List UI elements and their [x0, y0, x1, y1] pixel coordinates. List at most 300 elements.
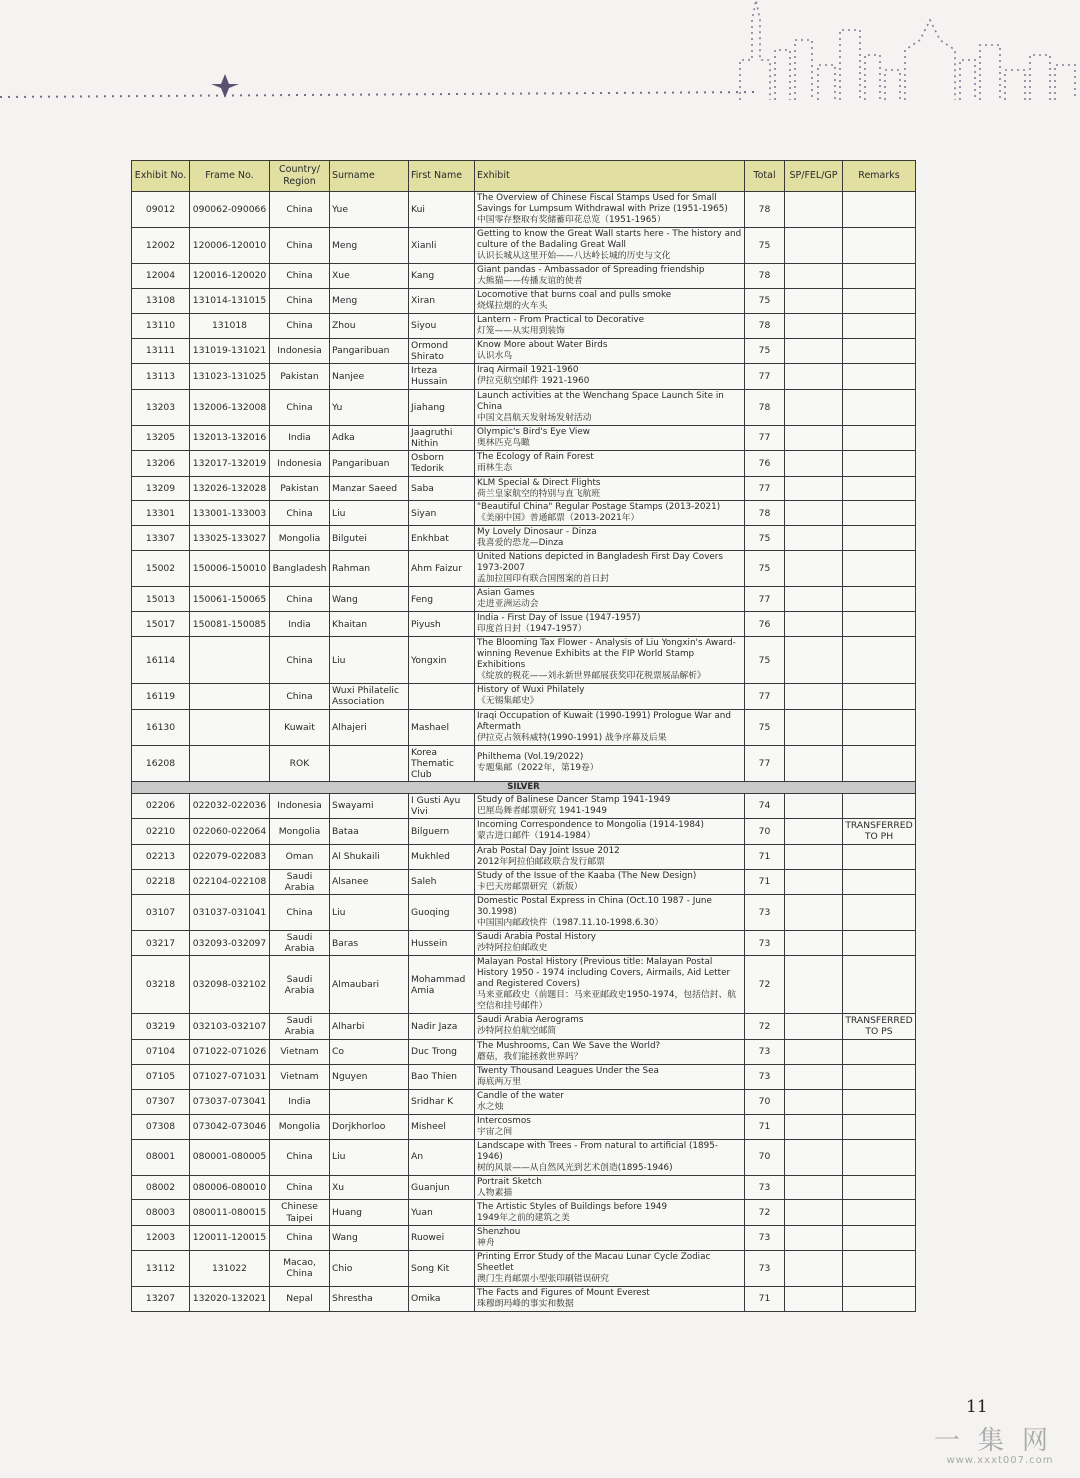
exhibit-title-en: Portrait Sketch [477, 1176, 542, 1187]
exhibit-cell [475, 227, 745, 263]
frame-number-cell: 132026-132028 [190, 476, 270, 501]
table-row [132, 1286, 916, 1311]
frame-number-cell: 120011-120015 [190, 1225, 270, 1250]
first-name-cell: An [409, 1139, 475, 1175]
exhibit-cell [475, 684, 745, 709]
exhibit-number-cell: 15017 [132, 612, 190, 637]
first-name-cell: Guanjun [409, 1175, 475, 1200]
exhibit-cell [475, 587, 745, 612]
table-row [132, 313, 916, 338]
total-score-cell: 73 [745, 1064, 785, 1089]
exhibit-cell [475, 1175, 745, 1200]
sp-fel-gp-cell [785, 1114, 843, 1139]
frame-number-cell: 080001-080005 [190, 1139, 270, 1175]
table-row [132, 1114, 916, 1139]
sp-fel-gp-cell [785, 1225, 843, 1250]
exhibit-title-en: Study of Balinese Dancer Stamp 1941-1949 [477, 794, 671, 805]
watermark-text: 一集网 [933, 1426, 1066, 1456]
total-score-cell: 73 [745, 930, 785, 955]
table-row [132, 501, 916, 526]
country-cell: China [270, 894, 330, 930]
frame-number-cell: 022079-022083 [190, 844, 270, 869]
first-name-cell: Xianli [409, 227, 475, 263]
sp-fel-gp-cell [785, 1014, 843, 1039]
watermark [925, 1420, 1075, 1475]
exhibit-cell [475, 1286, 745, 1311]
surname-cell: Liu [330, 637, 409, 684]
table-row [132, 551, 916, 587]
total-score-cell: 71 [745, 1114, 785, 1139]
frame-number-cell [190, 745, 270, 782]
exhibit-title-zh: 巴厘岛舞者邮票研究 1941-1949 [477, 805, 607, 816]
exhibit-title-en: "Beautiful China" Regular Postage Stamps (2013-2021) [477, 502, 721, 513]
sp-fel-gp-cell [785, 476, 843, 501]
total-score-cell: 71 [745, 844, 785, 869]
column-header: First Name [409, 161, 475, 192]
first-name-cell: Kui [409, 192, 475, 228]
surname-cell: Meng [330, 288, 409, 313]
exhibit-cell [475, 192, 745, 228]
table-row [132, 844, 916, 869]
exhibit-title-zh: 专题集邮（2022年，第19卷） [477, 763, 599, 774]
exhibit-title-en: Arab Postal Day Joint Issue 2012 [477, 845, 620, 856]
surname-cell: Liu [330, 894, 409, 930]
total-score-cell: 77 [745, 364, 785, 389]
exhibit-title-zh: 卡巴天房邮票研究（新版） [477, 881, 583, 892]
frame-number-cell: 022104-022108 [190, 869, 270, 894]
surname-cell: Manzar Saeed [330, 476, 409, 501]
remarks-cell [843, 263, 916, 288]
exhibit-title-en: Intercosmos [477, 1115, 531, 1126]
exhibit-cell [475, 1039, 745, 1064]
exhibit-title-en: The Artistic Styles of Buildings before 1949 [477, 1201, 668, 1212]
sp-fel-gp-cell [785, 819, 843, 844]
exhibit-number-cell: 07308 [132, 1114, 190, 1139]
exhibit-number-cell: 16130 [132, 709, 190, 745]
remarks-cell [843, 1114, 916, 1139]
exhibit-title-zh: 孟加拉国印有联合国图案的首日封 [477, 574, 609, 585]
total-score-cell: 72 [745, 1200, 785, 1225]
sp-fel-gp-cell [785, 844, 843, 869]
surname-cell: Wang [330, 587, 409, 612]
exhibit-cell [475, 338, 745, 363]
frame-number-cell: 150061-150065 [190, 587, 270, 612]
surname-cell [330, 745, 409, 782]
results-table [131, 160, 916, 1312]
surname-cell [330, 1089, 409, 1114]
sp-fel-gp-cell [785, 612, 843, 637]
frame-number-cell: 131018 [190, 313, 270, 338]
total-score-cell: 75 [745, 288, 785, 313]
table-row [132, 956, 916, 1014]
exhibit-number-cell: 02213 [132, 844, 190, 869]
exhibit-number-cell: 03107 [132, 894, 190, 930]
country-cell: India [270, 425, 330, 450]
surname-cell: Alhajeri [330, 709, 409, 745]
exhibit-cell [475, 1089, 745, 1114]
surname-cell: Dorjkhorloo [330, 1114, 409, 1139]
country-cell: China [270, 313, 330, 338]
first-name-cell: Irteza Hussain [409, 364, 475, 389]
total-score-cell: 73 [745, 1250, 785, 1286]
remarks-cell [843, 1089, 916, 1114]
exhibit-number-cell: 03218 [132, 956, 190, 1014]
country-cell: China [270, 501, 330, 526]
total-score-cell: 76 [745, 451, 785, 476]
exhibit-title-en: Iraqi Occupation of Kuwait (1990-1991) Prologue War and Aftermath [477, 710, 731, 732]
surname-cell: Wuxi Philatelic Association [330, 684, 409, 709]
table-row [132, 338, 916, 363]
exhibit-cell [475, 844, 745, 869]
sp-fel-gp-cell [785, 364, 843, 389]
remarks-cell [843, 451, 916, 476]
country-cell: Chinese Taipei [270, 1200, 330, 1225]
frame-number-cell: 073037-073041 [190, 1089, 270, 1114]
exhibit-title-zh: 认识长城从这里开始——八达岭长城的历史与文化 [477, 250, 671, 261]
exhibit-cell [475, 612, 745, 637]
exhibit-title-zh: 沙特阿拉伯航空邮简 [477, 1026, 557, 1037]
first-name-cell: Nadir Jaza [409, 1014, 475, 1039]
exhibit-number-cell: 02218 [132, 869, 190, 894]
exhibit-number-cell: 13113 [132, 364, 190, 389]
remarks-cell [843, 956, 916, 1014]
exhibit-title-en: Malayan Postal History (Previous title: Malayan Postal History 1950 - 1974 including Covers, Airmails, Aid Letter and Registered Covers) [477, 957, 731, 990]
exhibit-title-zh: 蒙古进口邮件（1914-1984） [477, 831, 596, 842]
exhibit-title-en: Landscape with Trees - From natural to artificial (1895-1946) [477, 1140, 718, 1162]
sp-fel-gp-cell [785, 227, 843, 263]
sp-fel-gp-cell [785, 869, 843, 894]
total-score-cell: 72 [745, 956, 785, 1014]
country-cell: ROK [270, 745, 330, 782]
country-cell: China [270, 1175, 330, 1200]
column-header: Remarks [843, 161, 916, 192]
country-cell: Bangladesh [270, 551, 330, 587]
sp-fel-gp-cell [785, 1039, 843, 1064]
country-cell: Saudi Arabia [270, 930, 330, 955]
remarks-cell [843, 1286, 916, 1311]
exhibit-title-zh: 伊拉克航空邮件 1921-1960 [477, 376, 590, 387]
frame-number-cell: 133001-133003 [190, 501, 270, 526]
exhibit-title-en: KLM Special & Direct Flights [477, 477, 601, 488]
exhibit-title-zh: 马来亚邮政史（前题目：马来亚邮政史1950-1974，包括信封、航空信和挂号邮件） [477, 990, 737, 1012]
exhibit-title-en: Giant pandas - Ambassador of Spreading friendship [477, 264, 705, 275]
sp-fel-gp-cell [785, 526, 843, 551]
exhibit-title-zh: 人物素描 [477, 1187, 513, 1198]
exhibit-title-en: Candle of the water [477, 1090, 564, 1101]
exhibit-cell [475, 476, 745, 501]
country-cell: Saudi Arabia [270, 1014, 330, 1039]
first-name-cell: I Gusti Ayu Vivi [409, 793, 475, 818]
country-cell: Macao, China [270, 1250, 330, 1286]
sp-fel-gp-cell [785, 1200, 843, 1225]
table-row [132, 1014, 916, 1039]
table-row [132, 1089, 916, 1114]
exhibit-cell [475, 451, 745, 476]
country-cell: China [270, 684, 330, 709]
exhibit-cell [475, 425, 745, 450]
surname-cell: Nguyen [330, 1064, 409, 1089]
first-name-cell: Feng [409, 587, 475, 612]
exhibit-title-zh: 中国文昌航天发射场发射活动 [477, 412, 592, 423]
frame-number-cell: 032093-032097 [190, 930, 270, 955]
surname-cell: Swayami [330, 793, 409, 818]
exhibit-number-cell: 16119 [132, 684, 190, 709]
exhibit-title-zh: 奥林匹克鸟瞰 [477, 437, 530, 448]
first-name-cell: Yongxin [409, 637, 475, 684]
table-row [132, 587, 916, 612]
remarks-cell [843, 745, 916, 782]
exhibit-cell [475, 364, 745, 389]
first-name-cell: Guoqing [409, 894, 475, 930]
exhibit-number-cell: 13301 [132, 501, 190, 526]
exhibit-cell [475, 930, 745, 955]
frame-number-cell: 131014-131015 [190, 288, 270, 313]
exhibit-title-zh: 雨林生态 [477, 463, 513, 474]
surname-cell: Nanjee [330, 364, 409, 389]
exhibit-title-en: Study of the Issue of the Kaaba (The New Design) [477, 870, 697, 881]
exhibit-title-zh: 荷兰皇家航空的特别与直飞航班 [477, 488, 601, 499]
frame-number-cell: 080006-080010 [190, 1175, 270, 1200]
exhibit-title-en: Saudi Arabia Aerograms [477, 1015, 584, 1026]
surname-cell: Khaitan [330, 612, 409, 637]
country-cell: Saudi Arabia [270, 956, 330, 1014]
table-row [132, 1139, 916, 1175]
frame-number-cell: 032103-032107 [190, 1014, 270, 1039]
exhibit-title-zh: 神舟 [477, 1237, 495, 1248]
exhibit-title-en: The Blooming Tax Flower - Analysis of Liu Yongxin's Award-winning Revenue Exhibits at the FIP World Stamp Exhibitions [477, 638, 736, 671]
exhibit-number-cell: 13207 [132, 1286, 190, 1311]
column-header: SP/FEL/GP [785, 161, 843, 192]
total-score-cell: 73 [745, 1175, 785, 1200]
exhibit-number-cell: 02210 [132, 819, 190, 844]
exhibit-cell [475, 637, 745, 684]
sp-fel-gp-cell [785, 1175, 843, 1200]
first-name-cell: Osborn Tedorik [409, 451, 475, 476]
remarks-cell [843, 1039, 916, 1064]
exhibit-title-zh: 树的风景——从自然风光到艺术创造(1895-1946) [477, 1162, 673, 1173]
surname-cell: Huang [330, 1200, 409, 1225]
total-score-cell: 71 [745, 869, 785, 894]
remarks-cell [843, 612, 916, 637]
frame-number-cell: 150081-150085 [190, 612, 270, 637]
exhibit-title-zh: 澳门生肖邮票小型张印刷错误研究 [477, 1273, 609, 1284]
exhibit-number-cell: 09012 [132, 192, 190, 228]
remarks-cell [843, 338, 916, 363]
table-row [132, 389, 916, 425]
frame-number-cell: 022032-022036 [190, 793, 270, 818]
country-cell: China [270, 637, 330, 684]
exhibit-cell [475, 745, 745, 782]
sp-fel-gp-cell [785, 313, 843, 338]
table-row [132, 476, 916, 501]
total-score-cell: 73 [745, 894, 785, 930]
exhibit-title-zh: 水之烛 [477, 1101, 504, 1112]
remarks-cell [843, 1200, 916, 1225]
surname-cell: Pangaribuan [330, 451, 409, 476]
exhibit-number-cell: 08003 [132, 1200, 190, 1225]
exhibit-title-en: India - First Day of Issue (1947-1957) [477, 613, 641, 624]
table-row [132, 894, 916, 930]
total-score-cell: 70 [745, 819, 785, 844]
country-cell: Indonesia [270, 451, 330, 476]
total-score-cell: 75 [745, 551, 785, 587]
exhibit-number-cell: 02206 [132, 793, 190, 818]
total-score-cell: 71 [745, 1286, 785, 1311]
exhibit-title-zh: 1949年之前的建筑之美 [477, 1212, 570, 1223]
frame-number-cell [190, 684, 270, 709]
country-cell: China [270, 587, 330, 612]
exhibit-title-en: Iraq Airmail 1921-1960 [477, 365, 579, 376]
country-cell: Oman [270, 844, 330, 869]
table-row [132, 930, 916, 955]
exhibit-title-en: The Ecology of Rain Forest [477, 452, 594, 463]
table-row [132, 1175, 916, 1200]
table-row [132, 288, 916, 313]
sp-fel-gp-cell [785, 793, 843, 818]
country-cell: Vietnam [270, 1039, 330, 1064]
total-score-cell: 73 [745, 1225, 785, 1250]
country-cell: Mongolia [270, 526, 330, 551]
exhibit-number-cell: 13203 [132, 389, 190, 425]
exhibit-title-zh: 我喜爱的恐龙—Dinza [477, 538, 564, 549]
frame-number-cell: 131022 [190, 1250, 270, 1286]
exhibit-title-zh: 中国国内邮政快件（1987.11.10-1998.6.30） [477, 917, 664, 928]
total-score-cell: 78 [745, 501, 785, 526]
country-cell: India [270, 1089, 330, 1114]
surname-cell: Liu [330, 501, 409, 526]
first-name-cell: Yuan [409, 1200, 475, 1225]
exhibit-number-cell: 07307 [132, 1089, 190, 1114]
first-name-cell: Bao Thien [409, 1064, 475, 1089]
exhibit-title-zh: 烧煤拉烟的火车头 [477, 300, 548, 311]
exhibit-cell [475, 1014, 745, 1039]
skyline-decoration [0, 0, 1080, 110]
surname-cell: Almaubari [330, 956, 409, 1014]
exhibit-number-cell: 13110 [132, 313, 190, 338]
table-row [132, 526, 916, 551]
surname-cell: Meng [330, 227, 409, 263]
total-score-cell: 76 [745, 612, 785, 637]
remarks-cell [843, 793, 916, 818]
first-name-cell: Piyush [409, 612, 475, 637]
first-name-cell: Korea Thematic Club [409, 745, 475, 782]
sp-fel-gp-cell [785, 894, 843, 930]
remarks-cell [843, 1139, 916, 1175]
surname-cell: Adka [330, 425, 409, 450]
total-score-cell: 70 [745, 1089, 785, 1114]
exhibit-cell [475, 1225, 745, 1250]
exhibit-title-en: Shenzhou [477, 1226, 521, 1237]
exhibit-title-en: Printing Error Study of the Macau Lunar Cycle Zodiac Sheetlet [477, 1251, 711, 1273]
exhibit-cell [475, 526, 745, 551]
exhibit-cell [475, 263, 745, 288]
table-row [132, 637, 916, 684]
first-name-cell: Mukhled [409, 844, 475, 869]
exhibit-number-cell: 13307 [132, 526, 190, 551]
exhibit-number-cell: 13209 [132, 476, 190, 501]
sp-fel-gp-cell [785, 1286, 843, 1311]
frame-number-cell: 073042-073046 [190, 1114, 270, 1139]
exhibit-title-en: Incoming Correspondence to Mongolia (1914-1984) [477, 820, 704, 831]
exhibit-number-cell: 08001 [132, 1139, 190, 1175]
exhibit-title-en: Olympic's Bird's Eye View [477, 426, 590, 437]
section-label: SILVER [132, 782, 916, 793]
remarks-cell [843, 894, 916, 930]
column-header: Frame No. [190, 161, 270, 192]
country-cell: China [270, 192, 330, 228]
exhibit-number-cell: 12002 [132, 227, 190, 263]
sp-fel-gp-cell [785, 551, 843, 587]
watermark-url: www.xxxt007.com [946, 1455, 1054, 1466]
exhibit-cell [475, 956, 745, 1014]
remarks-cell [843, 930, 916, 955]
total-score-cell: 78 [745, 389, 785, 425]
first-name-cell: Omika [409, 1286, 475, 1311]
exhibit-cell [475, 1250, 745, 1286]
surname-cell: Pangaribuan [330, 338, 409, 363]
exhibit-title-zh: 《美丽中国》普通邮票（2013-2021年） [477, 513, 640, 524]
table-row [132, 709, 916, 745]
exhibit-title-en: History of Wuxi Philately [477, 685, 585, 696]
frame-number-cell: 071027-071031 [190, 1064, 270, 1089]
total-score-cell: 75 [745, 709, 785, 745]
surname-cell: Al Shukaili [330, 844, 409, 869]
exhibit-title-zh: 海底两万里 [477, 1076, 521, 1087]
surname-cell: Baras [330, 930, 409, 955]
first-name-cell: Misheel [409, 1114, 475, 1139]
exhibit-number-cell: 13206 [132, 451, 190, 476]
table-row [132, 869, 916, 894]
frame-number-cell: 131019-131021 [190, 338, 270, 363]
exhibit-title-en: United Nations depicted in Bangladesh First Day Covers 1973-2007 [477, 552, 724, 574]
exhibit-number-cell: 07104 [132, 1039, 190, 1064]
remarks-cell [843, 313, 916, 338]
exhibit-cell [475, 501, 745, 526]
exhibit-cell [475, 1064, 745, 1089]
exhibit-title-en: Know More about Water Birds [477, 340, 608, 351]
country-cell: Indonesia [270, 793, 330, 818]
exhibit-title-zh: 沙特阿拉伯邮政史 [477, 943, 548, 954]
frame-number-cell: 032098-032102 [190, 956, 270, 1014]
country-cell: Mongolia [270, 1114, 330, 1139]
total-score-cell: 77 [745, 476, 785, 501]
sp-fel-gp-cell [785, 587, 843, 612]
country-cell: Kuwait [270, 709, 330, 745]
frame-number-cell: 133025-133027 [190, 526, 270, 551]
country-cell: China [270, 227, 330, 263]
first-name-cell: Ahm Faizur [409, 551, 475, 587]
first-name-cell: Ormond Shirato [409, 338, 475, 363]
exhibit-title-en: Asian Games [477, 588, 535, 599]
total-score-cell: 78 [745, 313, 785, 338]
table-row [132, 192, 916, 228]
remarks-cell [843, 709, 916, 745]
total-score-cell: 73 [745, 1039, 785, 1064]
remarks-cell [843, 501, 916, 526]
remarks-cell [843, 1064, 916, 1089]
frame-number-cell: 090062-090066 [190, 192, 270, 228]
exhibit-cell [475, 551, 745, 587]
country-cell: China [270, 263, 330, 288]
remarks-cell [843, 637, 916, 684]
sp-fel-gp-cell [785, 637, 843, 684]
total-score-cell: 78 [745, 263, 785, 288]
exhibit-cell [475, 894, 745, 930]
exhibit-title-en: Philthema (Vol.19/2022) [477, 752, 584, 763]
total-score-cell: 77 [745, 425, 785, 450]
sp-fel-gp-cell [785, 192, 843, 228]
frame-number-cell: 132013-132016 [190, 425, 270, 450]
